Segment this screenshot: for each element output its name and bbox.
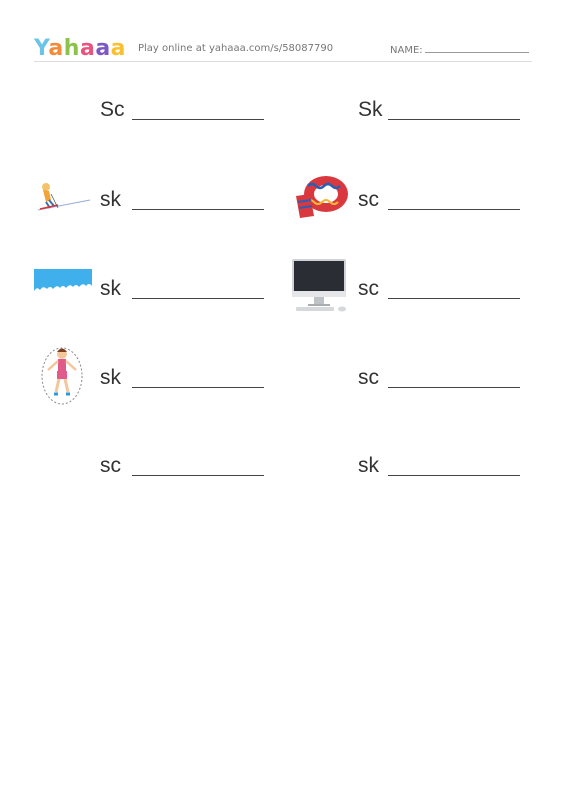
logo-letter: a <box>110 36 127 61</box>
name-field[interactable] <box>390 43 529 56</box>
computer-screen-icon <box>290 257 350 313</box>
exercise-item <box>358 178 528 218</box>
word-start: sk <box>100 366 121 389</box>
skier-icon <box>34 178 92 216</box>
answer-blank[interactable] <box>388 298 520 299</box>
header-divider <box>34 61 532 62</box>
answer-blank[interactable] <box>132 298 264 299</box>
word-start: sc <box>358 277 379 300</box>
logo-letter: h <box>63 36 80 61</box>
word-start: sk <box>100 188 121 211</box>
scarf-icon <box>292 172 352 222</box>
name-line[interactable] <box>425 43 529 53</box>
answer-blank[interactable] <box>388 119 520 120</box>
yahaaa-logo[interactable] <box>34 36 126 61</box>
word-start: Sc <box>100 98 125 121</box>
word-start: sk <box>100 277 121 300</box>
exercise-item <box>100 88 270 128</box>
answer-blank[interactable] <box>388 209 520 210</box>
answer-blank[interactable] <box>388 387 520 388</box>
logo-letter: Y <box>34 36 49 61</box>
answer-blank[interactable] <box>132 119 264 120</box>
answer-blank[interactable] <box>132 387 264 388</box>
answer-blank[interactable] <box>132 209 264 210</box>
exercise-item <box>100 178 270 218</box>
logo-letter: a <box>48 36 64 61</box>
exercise-item <box>100 444 270 484</box>
exercise-item <box>100 356 270 396</box>
word-start: sc <box>358 366 379 389</box>
logo-letter: a <box>79 36 96 61</box>
skipping-girl-icon <box>38 344 88 406</box>
answer-blank[interactable] <box>388 475 520 476</box>
word-start: sc <box>100 454 121 477</box>
exercise-item <box>358 444 528 484</box>
name-label: NAME: <box>390 45 423 56</box>
exercise-item <box>358 267 528 307</box>
logo-letter: a <box>95 36 111 61</box>
answer-blank[interactable] <box>132 475 264 476</box>
exercise-item <box>358 356 528 396</box>
word-start: Sk <box>358 98 383 121</box>
word-start: sk <box>358 454 379 477</box>
play-online-link[interactable]: Play online at yahaaa.com/s/58087790 <box>138 43 334 54</box>
exercise-item <box>358 88 528 128</box>
word-start: sc <box>358 188 379 211</box>
exercise-item <box>100 267 270 307</box>
worksheet-header <box>34 34 532 62</box>
sky-icon <box>34 269 92 295</box>
